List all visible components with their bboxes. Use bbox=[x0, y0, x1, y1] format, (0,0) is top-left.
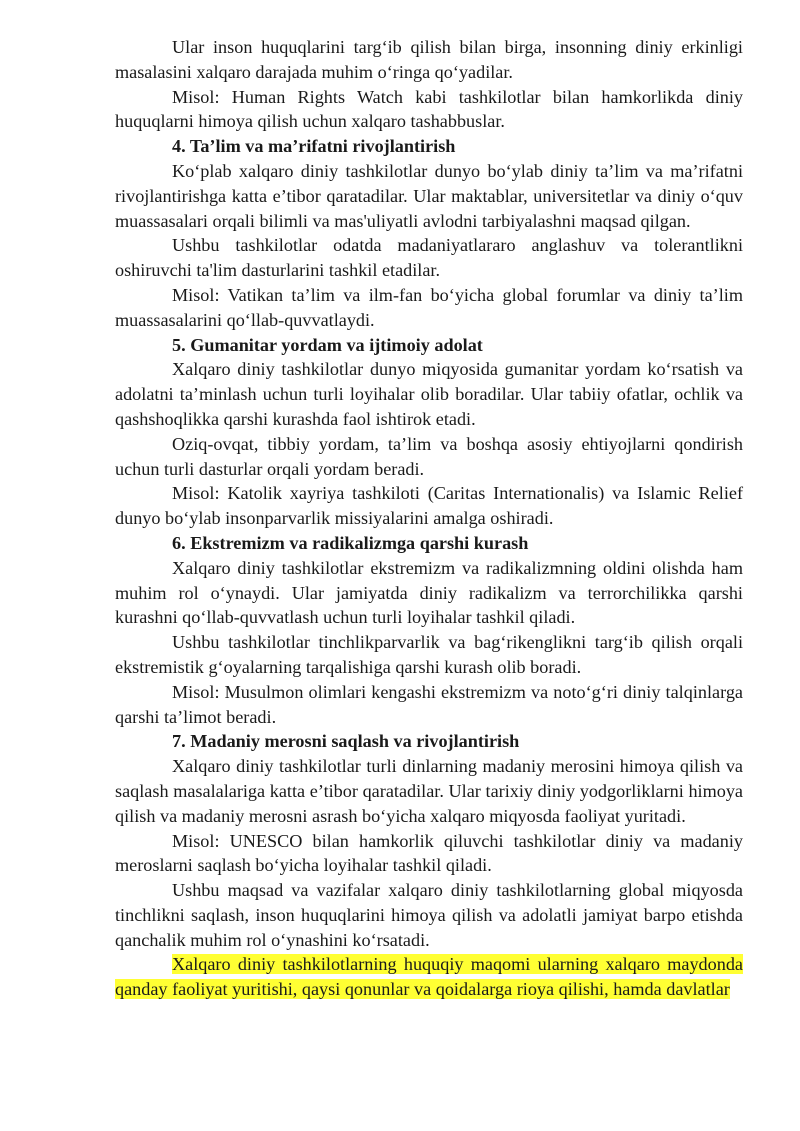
section-heading: 5. Gumanitar yordam va ijtimoiy adolat bbox=[172, 334, 483, 355]
highlighted-text: Xalqaro diniy tashkilotlarning huquqiy maqomi ularning xalqaro maydonda qanday faoliyat yuritishi, qaysi qonunlar va qoidalarga rioya qilishi, hamda davlatlar bbox=[115, 954, 743, 1000]
paragraph: Ular inson huquqlarini targ‘ib qilish bilan birga, insonning diniy erkinligi masalasini xalqaro darajada muhim o‘ringa qo‘yadilar. bbox=[115, 37, 743, 82]
section-heading: 6. Ekstremizm va radikalizmga qarshi kurash bbox=[172, 532, 529, 553]
highlighted-paragraph bbox=[115, 952, 743, 1002]
document-page bbox=[115, 35, 743, 1002]
paragraph: Xalqaro diniy tashkilotlar ekstremizm va radikalizmning oldini olishda ham muhim rol o‘ynaydi. Ular jamiyatda diniy radikalizm va terrorchilikka qarshi kurashni qo‘llab-quvvatlash uchun turli loyihalar tashkil qiladi. bbox=[115, 557, 743, 628]
paragraph: Xalqaro diniy tashkilotlar dunyo miqyosida gumanitar yordam ko‘rsatish va adolatni ta’minlash uchun turli loyihalar olib boradilar. Ular tabiiy ofatlar, ochlik va qashshoqlikka qarshi kurashda faol ishtirok etadi. bbox=[115, 359, 743, 429]
paragraph: Ushbu maqsad va vazifalar xalqaro diniy tashkilotlarning global miqyosda tinchlikni saqlash, inson huquqlarini himoya qilish va adolatli jamiyat barpo etishda qanchalik muhim rol o‘ynashini ko‘rsatadi. bbox=[115, 880, 743, 950]
paragraph: Oziq-ovqat, tibbiy yordam, ta’lim va boshqa asosiy ehtiyojlarni qondirish uchun turli dasturlar orqali yordam beradi. bbox=[115, 433, 743, 479]
paragraph: Misol: Human Rights Watch kabi tashkilotlar bilan hamkorlikda diniy huquqlarni himoya qilish uchun xalqaro tashabbuslar. bbox=[115, 86, 743, 132]
section-heading: 7. Madaniy merosni saqlash va rivojlantirish bbox=[172, 731, 520, 752]
paragraph: Ushbu tashkilotlar odatda madaniyatlararo anglashuv va tolerantlikni oshiruvchi ta'lim dasturlarini tashkil etadilar. bbox=[115, 235, 743, 281]
section-heading: 4. Ta’lim va ma’rifatni rivojlantirish bbox=[172, 136, 456, 157]
paragraph: Misol: Katolik xayriya tashkiloti (Caritas Internationalis) va Islamic Relief dunyo bo‘ylab insonparvarlik missiyalarini amalga oshiradi. bbox=[115, 483, 743, 529]
paragraph: Misol: Vatikan ta’lim va ilm-fan bo‘yicha global forumlar va diniy ta’lim muassasalarini qo‘llab-quvvatlaydi. bbox=[115, 284, 743, 330]
paragraph: Ko‘plab xalqaro diniy tashkilotlar dunyo bo‘ylab diniy ta’lim va ma’rifatni rivojlantirishga katta e’tibor qaratadilar. Ular maktablar, universitetlar va diniy o‘quv muassasalari orqali bilimli va mas'uliyatli avlodni tarbiyalashni maqsad qilgan. bbox=[115, 160, 743, 231]
paragraph: Misol: UNESCO bilan hamkorlik qiluvchi tashkilotlar diniy va madaniy meroslarni saqlash bo‘yicha loyihalar tashkil qiladi. bbox=[115, 830, 743, 876]
paragraph: Misol: Musulmon olimlari kengashi ekstremizm va noto‘g‘ri diniy talqinlarga qarshi ta’limot beradi. bbox=[115, 681, 743, 727]
paragraph: Ushbu tashkilotlar tinchlikparvarlik va bag‘rikenglikni targ‘ib qilish orqali ekstremistik g‘oyalarning tarqalishiga qarshi kurash olib boradi. bbox=[115, 632, 743, 677]
paragraph: Xalqaro diniy tashkilotlar turli dinlarning madaniy merosini himoya qilish va saqlash masalalariga katta e’tibor qaratadilar. Ular tarixiy diniy yodgorliklarni himoya qilish va madaniy merosni asrash bo‘yicha xalqaro miqyosda faoliyat yuritadi. bbox=[115, 756, 743, 826]
